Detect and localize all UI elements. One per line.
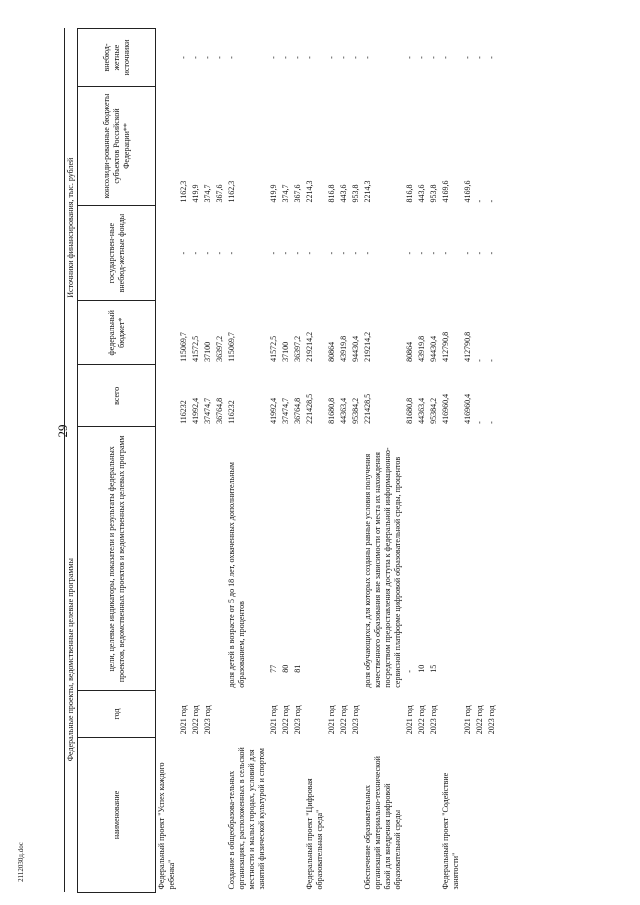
cell-total: - [487,421,496,424]
cell-year [362,691,404,738]
cell-indicator: - [405,670,414,673]
cell-year [156,691,179,738]
cell-gov-funds: - [417,251,426,255]
cell-regional: 374,7 [281,184,290,203]
cell-gov-funds: - [179,251,188,255]
cell-gov-funds: - [441,251,450,255]
table-row [474,29,486,893]
cell-federal: - [487,359,496,362]
cell-regional: 2214,3 [363,180,372,203]
cell-name [214,737,226,892]
funding-title: Источники финансирования, тыс. рублей [65,29,78,427]
cell-gov-funds: - [339,251,348,255]
cell-year: 2022 год [281,705,290,735]
cell-extra: - [351,56,360,59]
table-row [292,29,304,893]
cell-regional: 374,7 [203,184,212,203]
cell-total: 44363,4 [417,397,426,424]
cell-extra [156,29,179,87]
cell-indicator: 77 [269,664,278,673]
cell-federal: 36397,2 [215,335,224,362]
table-row [486,29,498,893]
cell-extra: - [203,56,212,59]
cell-year [214,691,226,738]
cell-gov-funds: - [405,251,414,255]
cell-indicator: 81 [293,664,302,673]
cell-federal: 94430,4 [429,335,438,362]
page-number: 29 [55,424,70,438]
cell-indicator [178,427,190,691]
cell-extra: - [281,56,290,59]
cell-regional: 1162,3 [227,180,236,203]
col-extra-header: внебюд-жетные источники [78,29,156,87]
cell-total: 44363,4 [339,397,348,424]
col-year-header: год [78,691,156,738]
table-row [462,29,474,893]
cell-regional: 419,9 [191,184,200,203]
cell-extra: - [305,56,314,59]
cell-gov-funds: - [281,251,290,255]
cell-name [178,737,190,892]
cell-name: Обеспечение образовательных организаций материально-технической базой для внедрения цифровой образовательной среды [363,756,402,890]
cell-total: - [475,421,484,424]
cell-indicator [350,427,362,691]
cell-year: 2021 год [179,705,188,735]
cell-total: 116232 [179,400,188,424]
cell-total: 81680,8 [405,397,414,424]
cell-indicator: 80 [281,664,290,673]
cell-indicator [440,427,462,691]
cell-indicator [326,427,338,691]
col-regional-header: консолиди-рованные бюджеты субъектов Российской Федерации** [78,87,156,206]
cell-total: 221428,5 [363,393,372,424]
cell-name [268,737,280,892]
cell-name [428,737,440,892]
cell-name [416,737,428,892]
cell-total: 37474,7 [203,397,212,424]
cell-federal: 37100 [203,341,212,362]
cell-federal: 36397,2 [293,335,302,362]
cell-federal: 41572,5 [191,335,200,362]
cell-total: 36764,8 [293,397,302,424]
cell-gov-funds: - [305,251,314,255]
cell-regional: 816,8 [327,184,336,203]
cell-total [156,365,179,427]
cell-extra: - [293,56,302,59]
cell-name: Федеральный проект "Цифровая образовательная среда" [305,778,324,890]
cell-indicator [304,427,326,691]
cell-gov-funds: - [293,251,302,255]
cell-total: 37474,7 [281,397,290,424]
cell-extra: - [475,56,484,59]
cell-regional: 2214,3 [305,180,314,203]
cell-gov-funds: - [227,251,236,255]
cell-indicator [214,427,226,691]
cell-extra: - [191,56,200,59]
cell-regional: 443,6 [339,184,348,203]
cell-year: 2021 год [327,705,336,735]
col-total-header: всего [78,365,156,427]
cell-federal: 43919,8 [417,335,426,362]
cell-federal: 115069,7 [179,332,188,362]
cell-extra: - [429,56,438,59]
cell-regional: 4169,6 [463,180,472,203]
cell-name [338,737,350,892]
cell-total: 416960,4 [441,393,450,424]
cell-regional: 4169,6 [441,180,450,203]
cell-gov-funds: - [463,251,472,255]
cell-total: 416960,4 [463,393,472,424]
table-row [362,29,404,893]
cell-regional: 953,8 [429,184,438,203]
cell-indicator [486,427,498,691]
table-row [350,29,362,893]
cell-name [486,737,498,892]
cell-total: 95384,2 [351,397,360,424]
cell-gov-funds: - [215,251,224,255]
cell-name [292,737,304,892]
cell-total: 36764,8 [215,397,224,424]
table-body [156,29,499,893]
cell-gov-funds: - [351,251,360,255]
cell-extra: - [487,56,496,59]
cell-year: 2022 год [339,705,348,735]
cell-extra: - [463,56,472,59]
cell-name [202,737,214,892]
cell-extra: - [269,56,278,59]
cell-federal: 80864 [405,341,414,362]
cell-indicator: доля обучающихся, для которых созданы равные условия получения качественного образования вне зависимости от места их нахождения посредством предоставления доступа к федеральной информационно-сервисной платформе цифровой образовательной среды, процентов [363,447,402,688]
cell-year [440,691,462,738]
cell-regional: 953,8 [351,184,360,203]
cell-name [462,737,474,892]
cell-gov-funds: - [475,251,484,255]
cell-federal: 41572,5 [269,335,278,362]
cell-name: Создание в общеобразова-тельных организациях, расположенных в сельской местности и малых городах, условий для занятий физической культурой и спортом [227,747,266,890]
cell-total: 116232 [227,400,236,424]
col-federal-header: федеральный бюджет* [78,301,156,365]
cell-federal: 219214,2 [305,331,314,362]
rotated-table-page [64,28,604,893]
table-row [404,29,416,893]
group-title: Федеральные проекты, ведомственные целевые программы [65,427,78,893]
cell-indicator [474,427,486,691]
cell-gov-funds: - [487,251,496,255]
cell-total: 95384,2 [429,397,438,424]
cell-year: 2023 год [203,705,212,735]
cell-name: Федеральный проект "Содействие занятости" [441,772,460,890]
table-row [214,29,226,893]
cell-extra: - [339,56,348,59]
cell-indicator [462,427,474,691]
cell-gov-funds: - [269,251,278,255]
cell-name [350,737,362,892]
cell-year: 2023 год [487,705,496,735]
cell-extra: - [179,56,188,59]
cell-indicator: 15 [429,664,438,673]
cell-regional: 367,6 [293,184,302,203]
cell-regional: 816,8 [405,184,414,203]
cell-gov-funds: - [203,251,212,255]
cell-name [474,737,486,892]
cell-year: 2022 год [191,705,200,735]
cell-indicator [190,427,202,691]
table-row [338,29,350,893]
cell-regional: 419,9 [269,184,278,203]
table-row [178,29,190,893]
cell-year: 2023 год [351,705,360,735]
table-row [326,29,338,893]
cell-gov-funds: - [191,251,200,255]
cell-indicator: доля детей в возрасте от 5 до 18 лет, охваченных дополнительным образованием, процентов [227,462,246,688]
col-name-header: наименование [78,737,156,892]
cell-gov-funds: - [429,251,438,255]
cell-federal: - [475,359,484,362]
cell-extra: - [227,56,236,59]
cell-federal [156,301,179,365]
cell-gov-funds [156,206,179,301]
col-gov-funds-header: государствен-ные внебюд-жетные фонды [78,206,156,301]
cell-name: Федеральный проект "Успех каждого ребенка" [157,762,176,890]
cell-name [280,737,292,892]
cell-total: 221428,5 [305,393,314,424]
cell-total: 41992,4 [191,397,200,424]
table-row [440,29,462,893]
cell-federal: 37100 [281,341,290,362]
cell-year: 2022 год [417,705,426,735]
cell-federal: 115069,7 [227,332,236,362]
cell-indicator: 10 [417,664,426,673]
cell-year: 2023 год [429,705,438,735]
cell-name [190,737,202,892]
cell-federal: 412790,8 [463,331,472,362]
table-row [190,29,202,893]
cell-regional: 367,6 [215,184,224,203]
cell-regional: - [487,199,496,203]
cell-federal: 80864 [327,341,336,362]
table-row [280,29,292,893]
cell-year: 2021 год [269,705,278,735]
table-row [304,29,326,893]
cell-gov-funds: - [327,251,336,255]
cell-indicator [156,427,179,691]
cell-regional: 443,6 [417,184,426,203]
col-indicators-header: цели, целевые индикаторы, показатели и результаты федеральных проектов, ведомственных проектов и ведомственных целевых программ [78,427,156,691]
funding-table [64,28,498,893]
cell-indicator [202,427,214,691]
cell-federal: 412790,8 [441,331,450,362]
cell-extra: - [363,56,372,59]
cell-extra: - [441,56,450,59]
cell-year [304,691,326,738]
cell-year [226,691,268,738]
table-row [268,29,280,893]
cell-indicator [338,427,350,691]
table-row [156,29,179,893]
table-row [428,29,440,893]
cell-extra: - [215,56,224,59]
cell-regional [156,87,179,206]
cell-extra: - [405,56,414,59]
cell-extra: - [327,56,336,59]
cell-year: 2021 год [405,705,414,735]
cell-name [404,737,416,892]
table-row [202,29,214,893]
cell-extra: - [417,56,426,59]
cell-name [326,737,338,892]
cell-federal: 94430,4 [351,335,360,362]
document-id: 2112030д.doc [17,842,25,882]
cell-year: 2022 год [475,705,484,735]
cell-federal: 43919,8 [339,335,348,362]
table-row [226,29,268,893]
cell-gov-funds: - [363,251,372,255]
cell-regional: - [475,199,484,203]
cell-total: 41992,4 [269,397,278,424]
cell-federal: 219214,2 [363,331,372,362]
cell-year: 2021 год [463,705,472,735]
table-row [416,29,428,893]
cell-regional: 1162,3 [179,180,188,203]
cell-total: 81680,8 [327,397,336,424]
cell-year: 2023 год [293,705,302,735]
